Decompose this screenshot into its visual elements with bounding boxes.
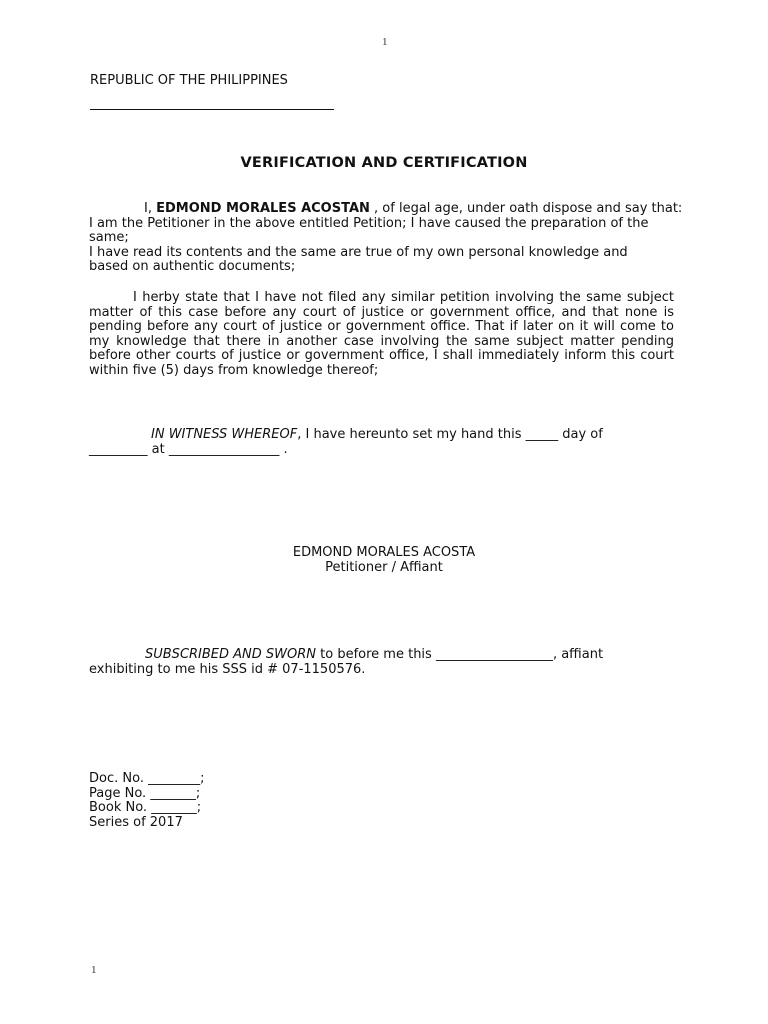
certification-paragraph (89, 291, 674, 379)
signatory-block (0, 546, 768, 575)
verification-line-4: I have read its contents and the same are true of my own personal knowledge and (89, 244, 628, 260)
signatory-name: EDMOND MORALES ACOSTA (292, 545, 476, 560)
series-year: Series of 2017 (89, 814, 183, 830)
witness-line-2: _________ at _________________ . (89, 441, 288, 457)
verification-paragraph (89, 201, 683, 275)
verification-line-2: I am the Petitioner in the above entitled Petition; I have caused the preparation of the (89, 215, 649, 231)
verification-line-5: based on authentic documents; (89, 259, 296, 275)
witness-rest: , I have hereunto set my hand this _____ day of (297, 427, 603, 442)
verification-rest: , of legal age, under oath dispose and say that: (369, 201, 683, 216)
verification-prefix: I, (144, 201, 157, 216)
jurat-line-2: exhibiting to me his SSS id # 07-1150576. (89, 661, 366, 677)
witness-emphasis: IN WITNESS WHEREOF (151, 427, 298, 442)
page-number-top: 1 (382, 36, 388, 48)
doc-number: Doc. No. ________; (89, 771, 205, 786)
jurat-paragraph (89, 648, 687, 677)
jurat-emphasis: SUBSCRIBED AND SWORN (145, 647, 317, 662)
page-number-entry: Page No. _______; (89, 785, 201, 801)
affiant-name-bold: EDMOND MORALES ACOSTAN (156, 201, 370, 216)
book-number: Book No. _______; (89, 800, 202, 816)
jurat-rest: to before me this __________________, affiant (316, 647, 604, 662)
witness-paragraph (89, 428, 687, 457)
signatory-role: Petitioner / Affiant (325, 559, 443, 575)
header-underline (90, 109, 334, 110)
republic-header: REPUBLIC OF THE PHILIPPINES (90, 73, 288, 88)
verification-line-3: same; (89, 230, 129, 246)
document-title: VERIFICATION AND CERTIFICATION (240, 155, 528, 171)
page-number-bottom: 1 (91, 964, 97, 976)
certification-text: I herby state that I have not filed any similar petition involving the same subject matter of this case before any court of justice or government office, and that none is pending before any court of justice or government office. That if later on it will come to my knowledge that there in another case involving the same subject matter pending before other courts of justice or government office, I shall immediately inform this court within five (5) days from knowledge thereof; (89, 290, 674, 378)
notarial-register (89, 772, 204, 830)
